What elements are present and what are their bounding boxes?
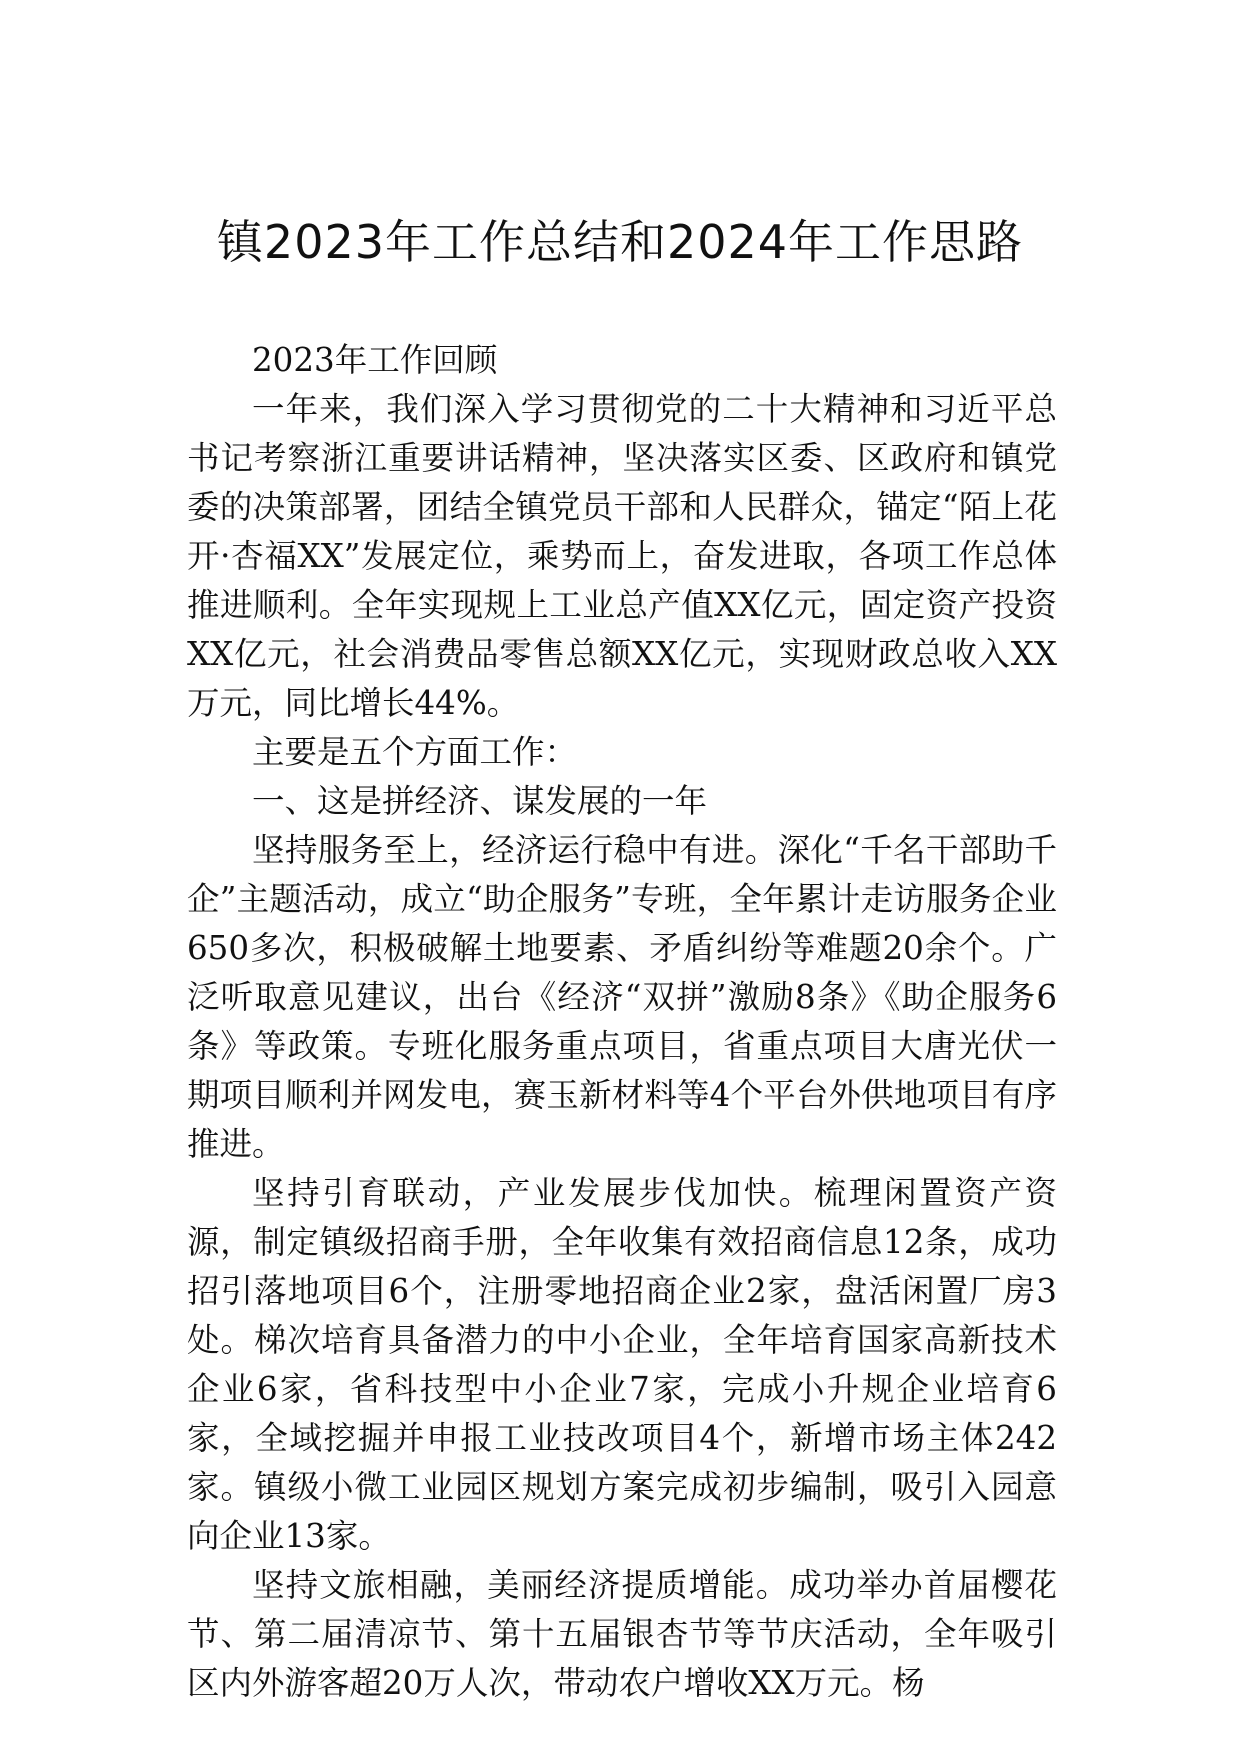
- paragraph-service: 坚持服务至上，经济运行稳中有进。深化“千名干部助千企”主题活动，成立“助企服务”专班，全年累计走访服务企业650多次，积极破解土地要素、矛盾纠纷等难题20余个。广泛听取意见建议，出台《经济“双拼”激励8条》《助企服务6条》等政策。专班化服务重点项目，省重点项目大唐光伏一期项目顺利并网发电，赛玉新材料等4个平台外供地项目有序推进。: [187, 831, 1057, 1163]
- paragraph-industry: 坚持引育联动，产业发展步伐加快。梳理闲置资产资源，制定镇级招商手册，全年收集有效招商信息12条，成功招引落地项目6个，注册零地招商企业2家，盘活闲置厂房3处。梯次培育具备潜力的中小企业，全年培育国家高新技术企业6家，省科技型中小企业7家，完成小升规企业培育6家，全域挖掘并申报工业技改项目4个，新增市场主体242家。镇级小微工业园区规划方案完成初步编制，吸引入园意向企业13家。: [187, 1174, 1057, 1555]
- paragraph-summary-lead: 主要是五个方面工作：: [252, 733, 578, 771]
- subsection-heading-1: 一、这是拼经济、谋发展的一年: [252, 782, 708, 820]
- document-body: [187, 336, 1057, 1708]
- paragraph-intro: 一年来，我们深入学习贯彻党的二十大精神和习近平总书记考察浙江重要讲话精神，坚决落实区委、区政府和镇党委的决策部署，团结全镇党员干部和人民群众，锚定“陌上花开·杏福XX”发展定位，乘势而上，奋发进取，各项工作总体推进顺利。全年实现规上工业总产值XX亿元，固定资产投资XX亿元，社会消费品零售总额XX亿元，实现财政总收入XX万元，同比增长44%。: [187, 390, 1057, 722]
- document-title: 镇2023年工作总结和2024年工作思路: [216, 215, 1024, 269]
- paragraph-tourism: 坚持文旅相融，美丽经济提质增能。成功举办首届樱花节、第二届清凉节、第十五届银杏节等节庆活动，全年吸引区内外游客超20万人次，带动农户增收XX万元。杨: [187, 1566, 1057, 1702]
- section-heading: 2023年工作回顾: [252, 341, 498, 379]
